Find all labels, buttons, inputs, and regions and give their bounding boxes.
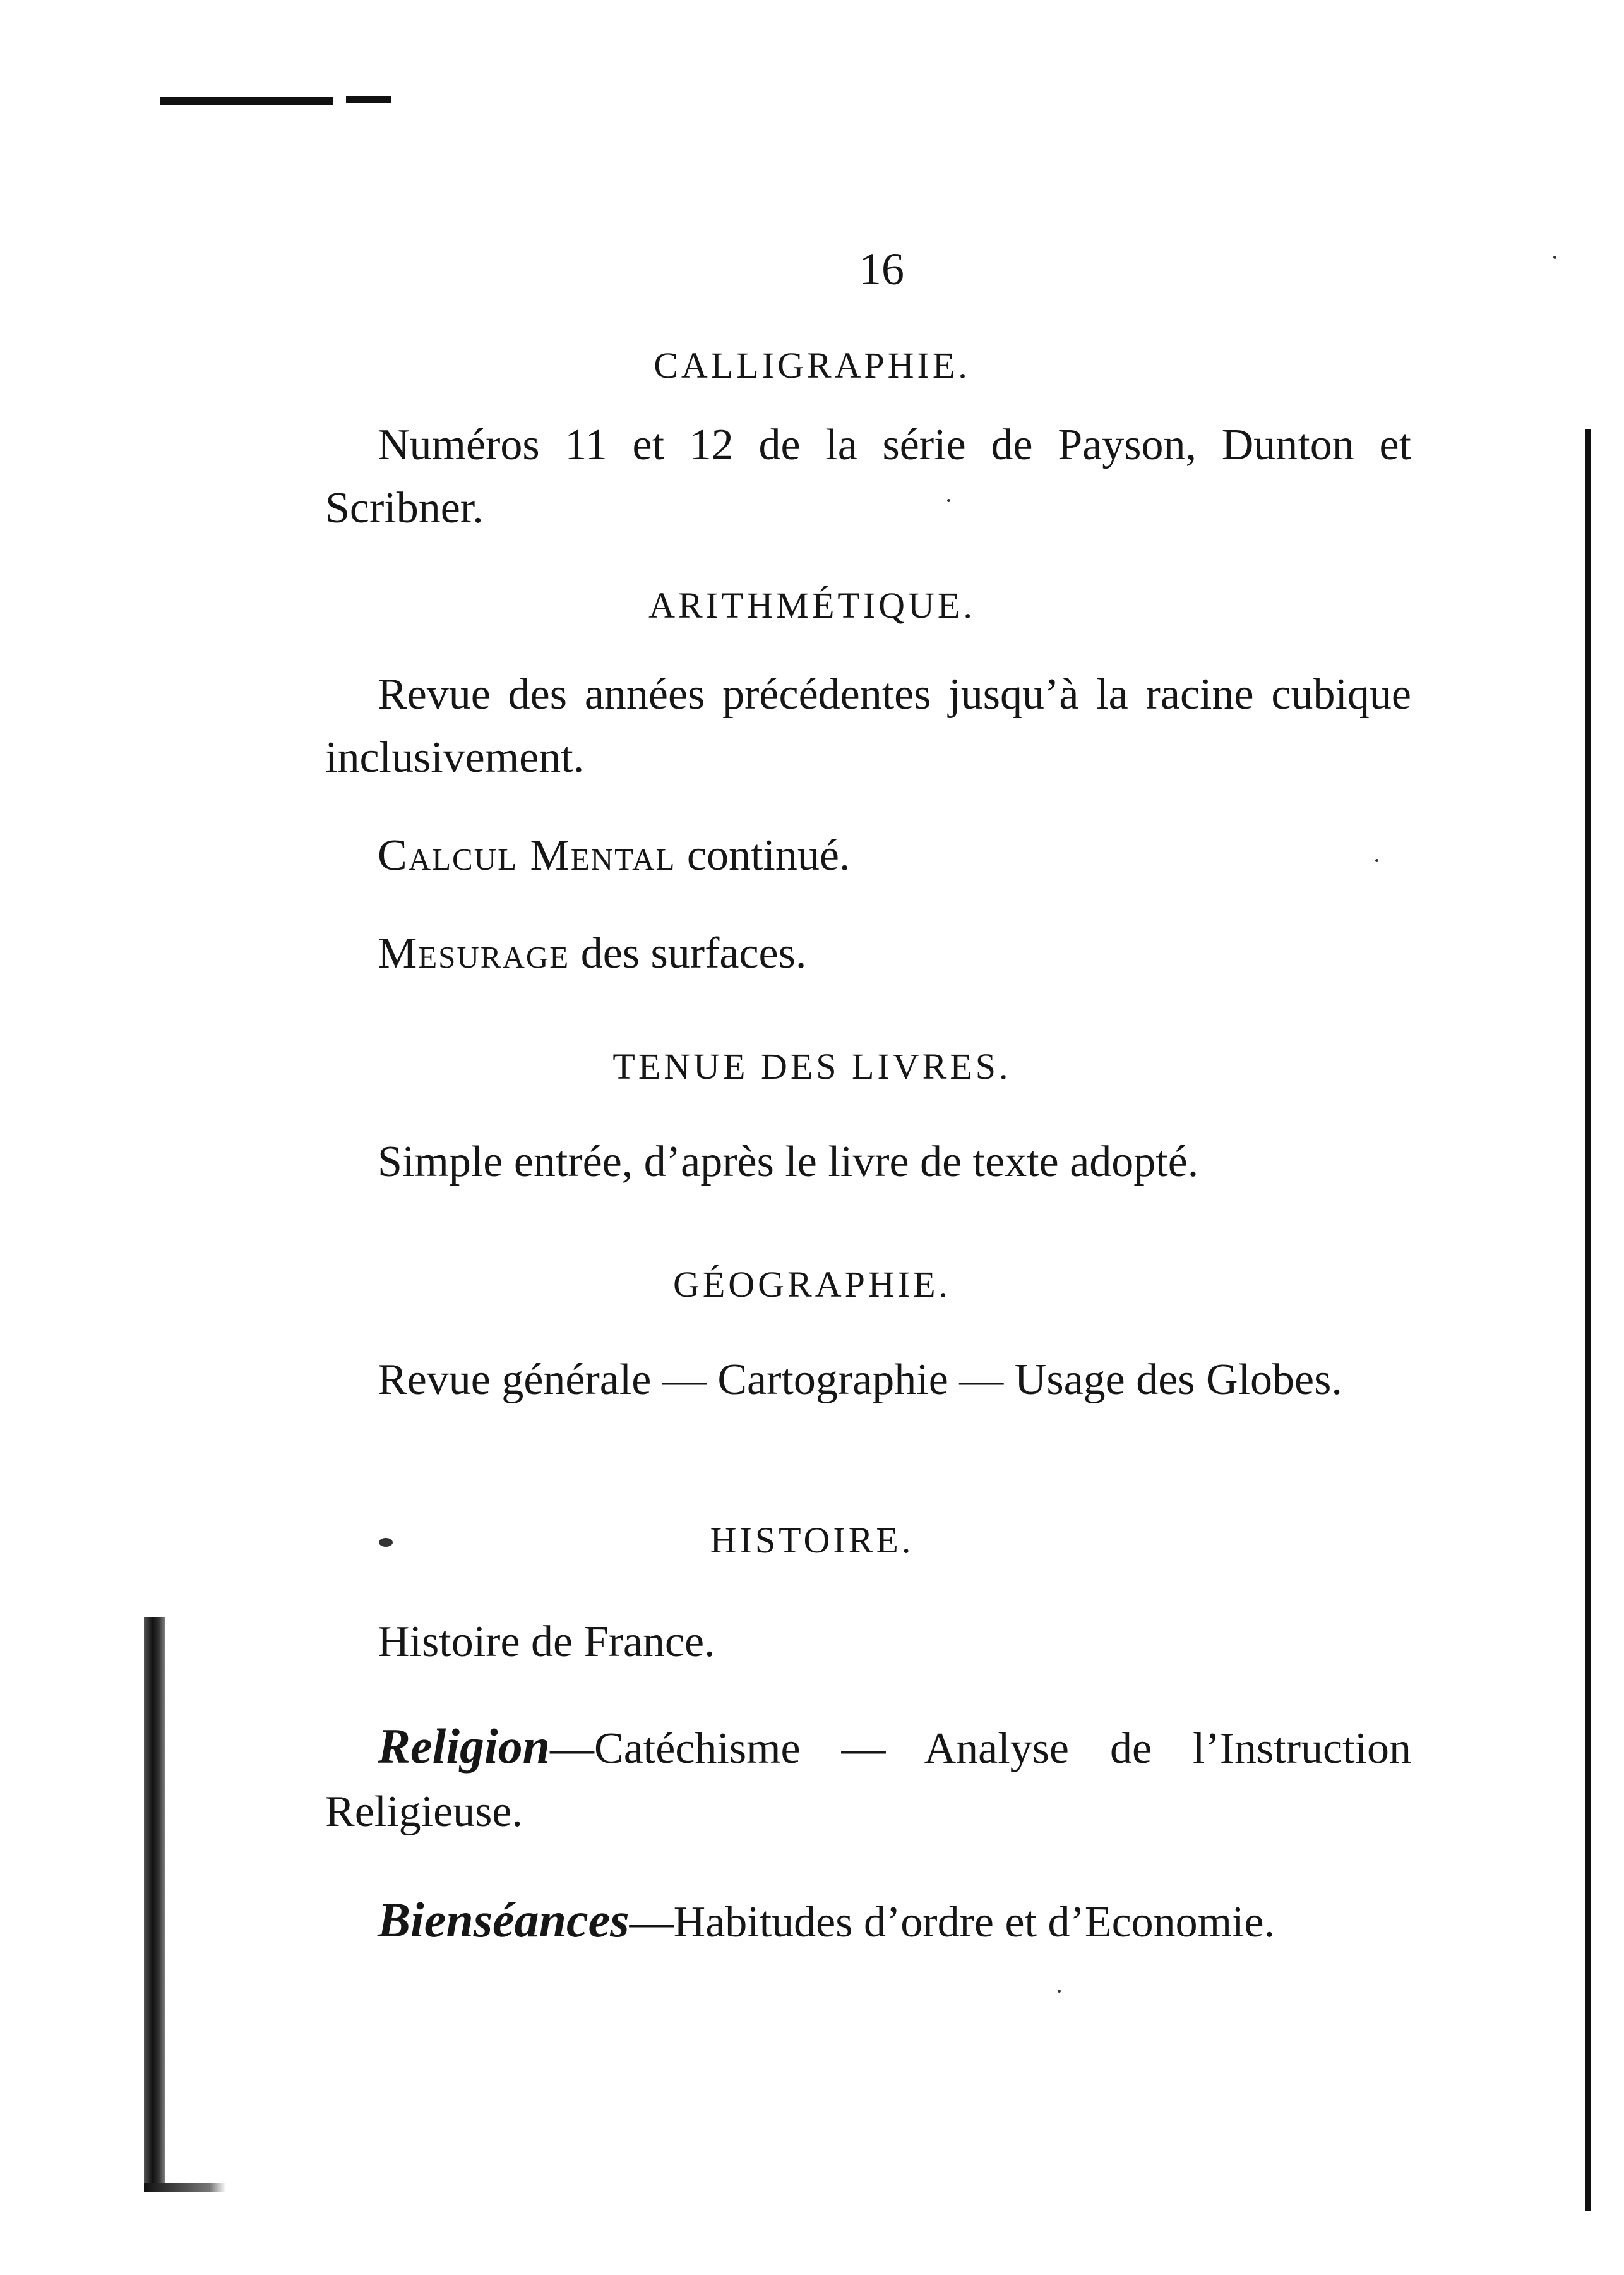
section-body-calligraphie: Numéros 11 et 12 de la série de Payson, Dunton et Scribner. (325, 421, 1411, 532)
section-heading-histoire: HISTOIRE. (710, 1520, 914, 1561)
scan-border-mark (346, 96, 391, 103)
calcul-mental-line (325, 824, 1411, 887)
scan-speck (1553, 256, 1556, 259)
religion-text: —Catéchisme — Analyse de l’Instruction Religieuse. (325, 1724, 1411, 1836)
section-body-tenue-des-livres: Simple entrée, d’après le livre de texte adopté. (378, 1138, 1199, 1186)
bienseances-text: —Habitudes d’ordre et d’Economie. (629, 1898, 1275, 1947)
section-heading-geographie: GÉOGRAPHIE. (672, 1264, 952, 1305)
scan-binding-edge (144, 1617, 165, 2192)
bienseances-label: Bienséances (378, 1892, 630, 1947)
scan-border-mark (160, 97, 333, 105)
bienseances-paragraph (325, 1888, 1411, 1954)
religion-label: Religion (378, 1719, 551, 1774)
section-body-geographie: Revue générale — Cartographie — Usage des Globes. (378, 1355, 1342, 1404)
section-heading-tenue-des-livres: TENUE DES LIVRES. (612, 1046, 1012, 1087)
section-heading-calligraphie: CALLIGRAPHIE. (654, 345, 970, 386)
page-number: 16 (859, 244, 904, 294)
religion-paragraph (325, 1715, 1411, 1844)
section-body-histoire: Histoire de France. (378, 1618, 715, 1666)
section-heading-arithmetique: ARITHMÉTIQUE. (648, 585, 976, 626)
scan-page-edge (1585, 429, 1591, 2211)
calcul-mental-text: continué. (676, 831, 851, 880)
scan-speck (1058, 1990, 1061, 1993)
section-body-arithmetique: Revue des années précédentes jusqu’à la racine cubique inclusivement. (325, 670, 1411, 782)
scan-binding-edge (144, 2183, 226, 2192)
calcul-mental-label: Calcul Mental (378, 831, 676, 880)
mesurage-label: Mesurage (378, 929, 570, 978)
mesurage-line (325, 922, 1411, 985)
mesurage-text: des surfaces. (570, 929, 807, 978)
